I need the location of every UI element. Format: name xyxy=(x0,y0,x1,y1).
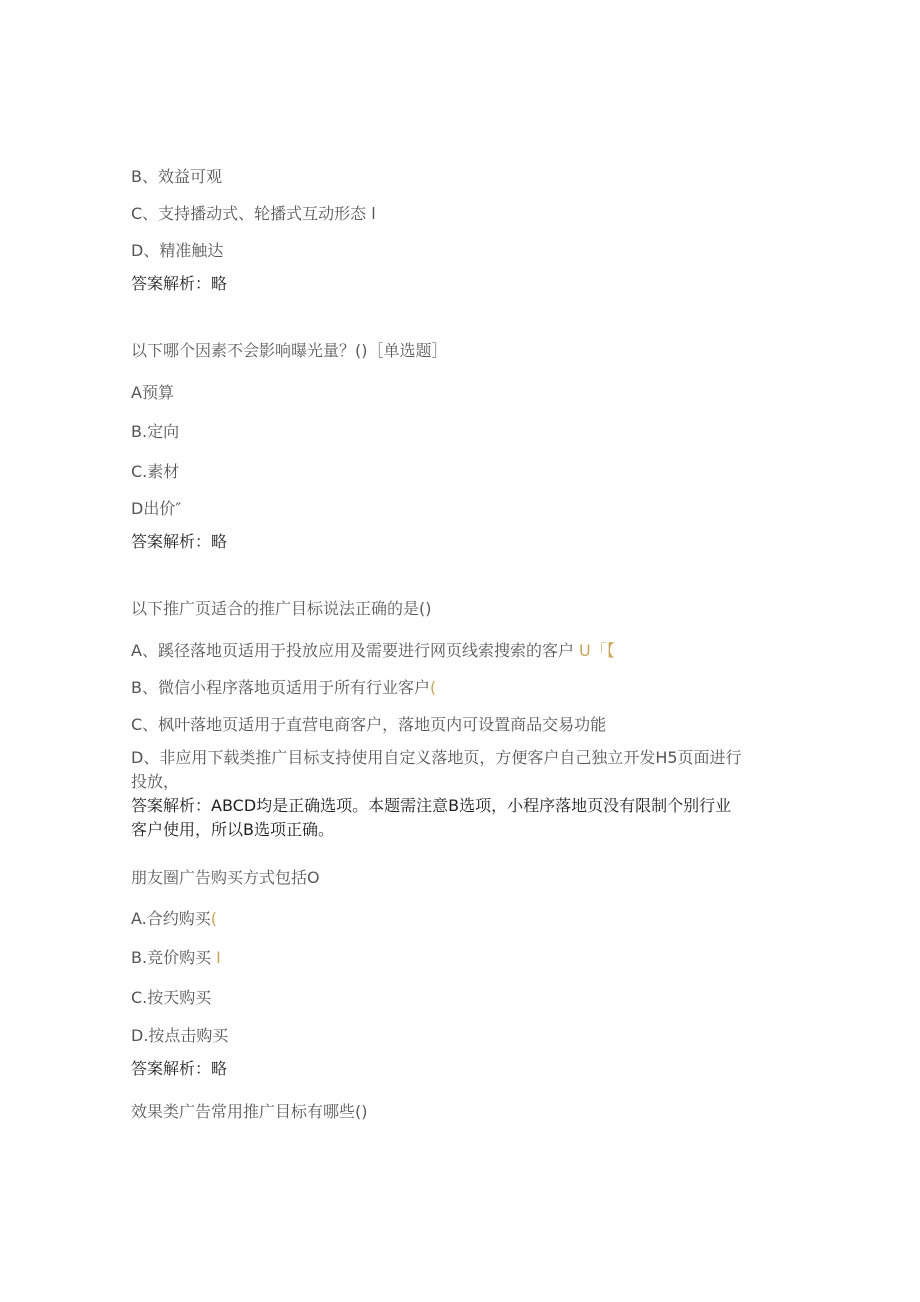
option-d: D、精准触达 xyxy=(131,241,224,260)
answer-analysis: 答案解析：ABCD均是正确选项。本题需注意B选项，小程序落地页没有限制个别行业 xyxy=(131,796,732,815)
question-title: 以下推广页适合的推广目标说法正确的是() xyxy=(131,599,432,618)
option-d: D.按点击购买 xyxy=(131,1026,229,1045)
stray-mark: ( xyxy=(429,678,437,697)
option-c: C、支持播动式、轮播式互动形态 l xyxy=(131,204,376,223)
option-d-continued: 投放， xyxy=(131,772,180,791)
option-d: D、非应用下载类推广目标支持使用自定义落地页，方便客户自己独立开发H5页面进行 xyxy=(131,748,742,767)
option-a: A预算 xyxy=(131,383,174,402)
option-c: C、枫叶落地页适用于直营电商客户，落地页内可设置商品交易功能 xyxy=(131,715,607,734)
option-c: C.素材 xyxy=(131,462,180,481)
answer-analysis: 答案解析：略 xyxy=(131,532,228,551)
option-d: D出价″ xyxy=(131,499,182,518)
question-title: 以下哪个因素不会影响曝光量？()［单选题］ xyxy=(131,341,448,360)
option-b: B.竞价购买 I xyxy=(131,948,221,967)
option-b: B、微信小程序落地页适用于所有行业客户( xyxy=(131,678,437,697)
answer-analysis-continued: 客户使用，所以B选项正确。 xyxy=(131,820,334,839)
question-title: 朋友圈广告购买方式包括O xyxy=(131,868,320,887)
option-b: B、效益可观 xyxy=(131,167,222,186)
option-a: A、蹊径落地页适用于投放应用及需要进行网页线索搜索的客户 U「【 xyxy=(131,641,615,660)
question-title: 效果类广告常用推广目标有哪些() xyxy=(131,1102,368,1121)
stray-mark: U「【 xyxy=(579,641,615,660)
stray-mark: I xyxy=(216,948,221,967)
answer-analysis: 答案解析：略 xyxy=(131,274,228,293)
option-b: B.定向 xyxy=(131,422,180,441)
answer-analysis: 答案解析：略 xyxy=(131,1059,228,1078)
option-a: A.合约购买( xyxy=(131,909,218,928)
stray-mark: ( xyxy=(210,909,218,928)
stray-mark: l xyxy=(371,204,376,223)
option-c: C.按天购买 xyxy=(131,988,212,1007)
stray-mark: ″ xyxy=(175,499,182,518)
